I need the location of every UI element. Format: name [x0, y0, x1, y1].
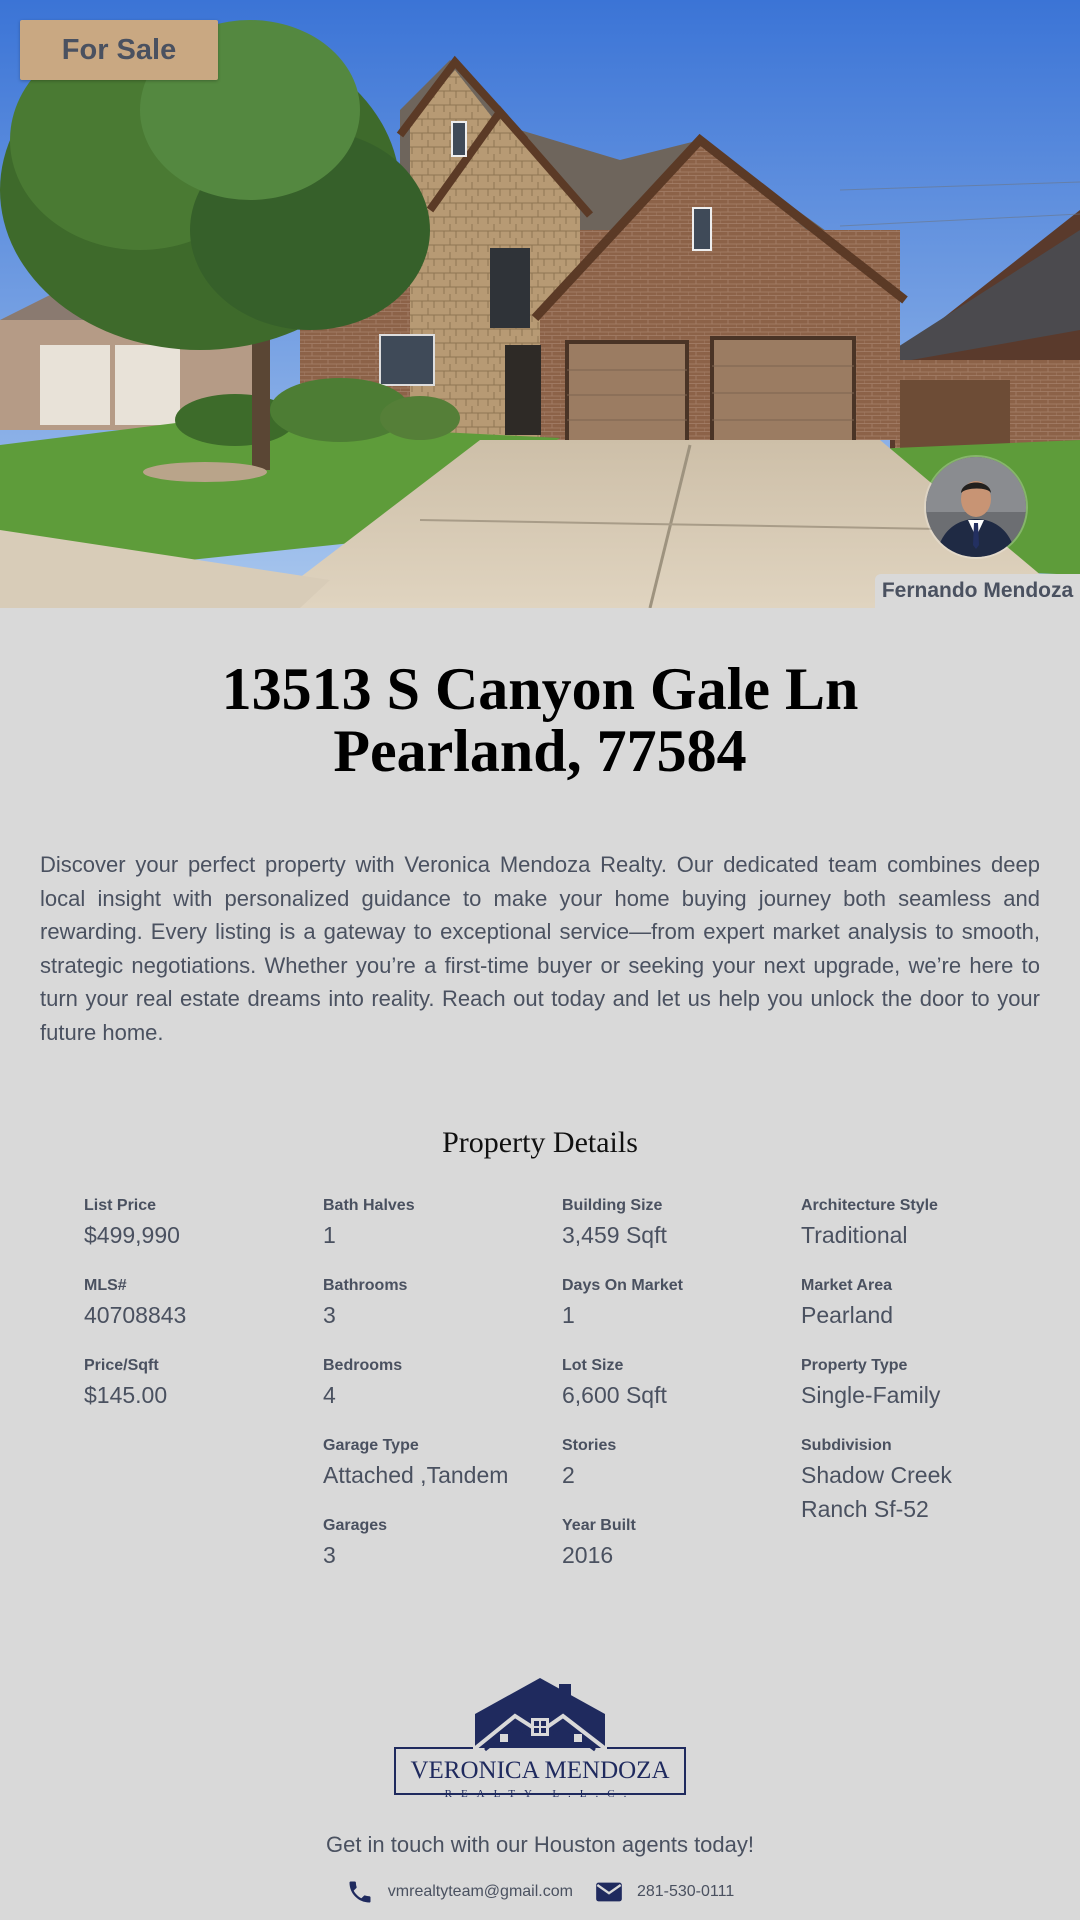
brand-name: VERONICA MENDOZA: [410, 1757, 670, 1784]
detail-label: Bath Halves: [323, 1197, 415, 1214]
brand-logo: [393, 1676, 687, 1802]
detail-garages: [323, 1516, 543, 1572]
detail-label: Subdivision: [801, 1437, 892, 1454]
detail-price-per-sqft: [84, 1356, 304, 1412]
detail-label: Property Type: [801, 1357, 908, 1374]
detail-value: Shadow Creek Ranch Sf-52: [801, 1462, 952, 1522]
detail-value: 2: [562, 1462, 575, 1488]
hero-photo: [0, 0, 1080, 608]
brand-subtitle: REALTY L.L.C.: [444, 1788, 636, 1800]
detail-label: Architecture Style: [801, 1197, 938, 1214]
status-badge: For Sale: [20, 20, 218, 80]
detail-stories: [562, 1436, 782, 1492]
listing-description: Discover your perfect property with Veronica Mendoza Realty. Our dedicated team combines deep local insight with personalized guidance to make your home buying journey both seamless and rewarding. Every listing is a gateway to exceptional service—from expert market analysis to smooth, strategic negotiations. Whether you’re a first-time buyer or seeking your next upgrade, we’re here to turn your real estate dreams into reality. Reach out today and let us help you unlock the door to your future home.: [40, 852, 1040, 1045]
address-line-1: 13513 S Canyon Gale Ln: [221, 656, 859, 722]
detail-value: $499,990: [84, 1222, 180, 1248]
detail-value: 2016: [562, 1542, 614, 1568]
detail-bath-halves: [323, 1196, 543, 1252]
avatar: [926, 457, 1026, 557]
detail-value: Traditional: [801, 1222, 908, 1248]
detail-value: Attached ,Tandem: [323, 1462, 509, 1488]
detail-architecture-style: [801, 1196, 1021, 1252]
detail-value: 6,600 Sqft: [562, 1382, 667, 1408]
detail-label: Market Area: [801, 1277, 893, 1294]
agent-portrait: [926, 457, 1026, 557]
detail-label: Building Size: [562, 1197, 663, 1214]
phone-icon: [346, 1878, 374, 1906]
detail-label: Year Built: [562, 1517, 636, 1534]
mail-icon: [595, 1881, 623, 1903]
section-title: Property Details: [442, 1126, 638, 1159]
detail-lot-size: [562, 1356, 782, 1412]
detail-bedrooms: [323, 1356, 543, 1412]
detail-label: Days On Market: [562, 1277, 683, 1294]
detail-list-price: [84, 1196, 304, 1252]
phone-link[interactable]: 281-530-0111: [636, 1883, 735, 1900]
detail-label: Stories: [562, 1437, 617, 1454]
details-column-1: [84, 1196, 304, 1436]
detail-value: Single-Family: [801, 1382, 941, 1408]
detail-value: 3,459 Sqft: [562, 1222, 667, 1248]
detail-days-on-market: [562, 1276, 782, 1332]
contact-tagline: Get in touch with our Houston agents today!: [325, 1832, 755, 1857]
detail-value: 1: [323, 1222, 336, 1248]
detail-market-area: [801, 1276, 1021, 1332]
detail-label: MLS#: [84, 1277, 127, 1294]
page-title: [0, 658, 1080, 782]
detail-subdivision: [801, 1436, 1021, 1526]
detail-property-type: [801, 1356, 1021, 1412]
detail-garage-type: [323, 1436, 543, 1492]
house-logo-icon: [393, 1676, 687, 1802]
detail-year-built: [562, 1516, 782, 1572]
agent-name: Fernando Mendoza: [875, 574, 1080, 608]
detail-value: $145.00: [84, 1382, 168, 1408]
detail-label: List Price: [84, 1197, 157, 1214]
detail-label: Bedrooms: [323, 1357, 403, 1374]
details-column-4: [801, 1196, 1021, 1550]
detail-building-size: [562, 1196, 782, 1252]
contact-row: [0, 1877, 1080, 1907]
detail-label: Garages: [323, 1517, 388, 1534]
detail-label: Price/Sqft: [84, 1357, 159, 1374]
detail-value: 3: [323, 1542, 336, 1568]
detail-bathrooms: [323, 1276, 543, 1332]
details-column-3: [562, 1196, 782, 1596]
detail-value: 3: [323, 1302, 336, 1328]
details-column-2: [323, 1196, 543, 1596]
detail-label: Bathrooms: [323, 1277, 408, 1294]
detail-mls: [84, 1276, 304, 1332]
detail-value: 1: [562, 1302, 575, 1328]
detail-label: Lot Size: [562, 1357, 624, 1374]
detail-value: 4: [323, 1382, 336, 1408]
detail-value: Pearland: [801, 1302, 894, 1328]
address-line-2: Pearland, 77584: [333, 718, 747, 784]
detail-label: Garage Type: [323, 1437, 419, 1454]
house-photo: [0, 0, 1080, 608]
detail-value: 40708843: [84, 1302, 187, 1328]
email-link[interactable]: vmrealtyteam@gmail.com: [387, 1883, 573, 1900]
